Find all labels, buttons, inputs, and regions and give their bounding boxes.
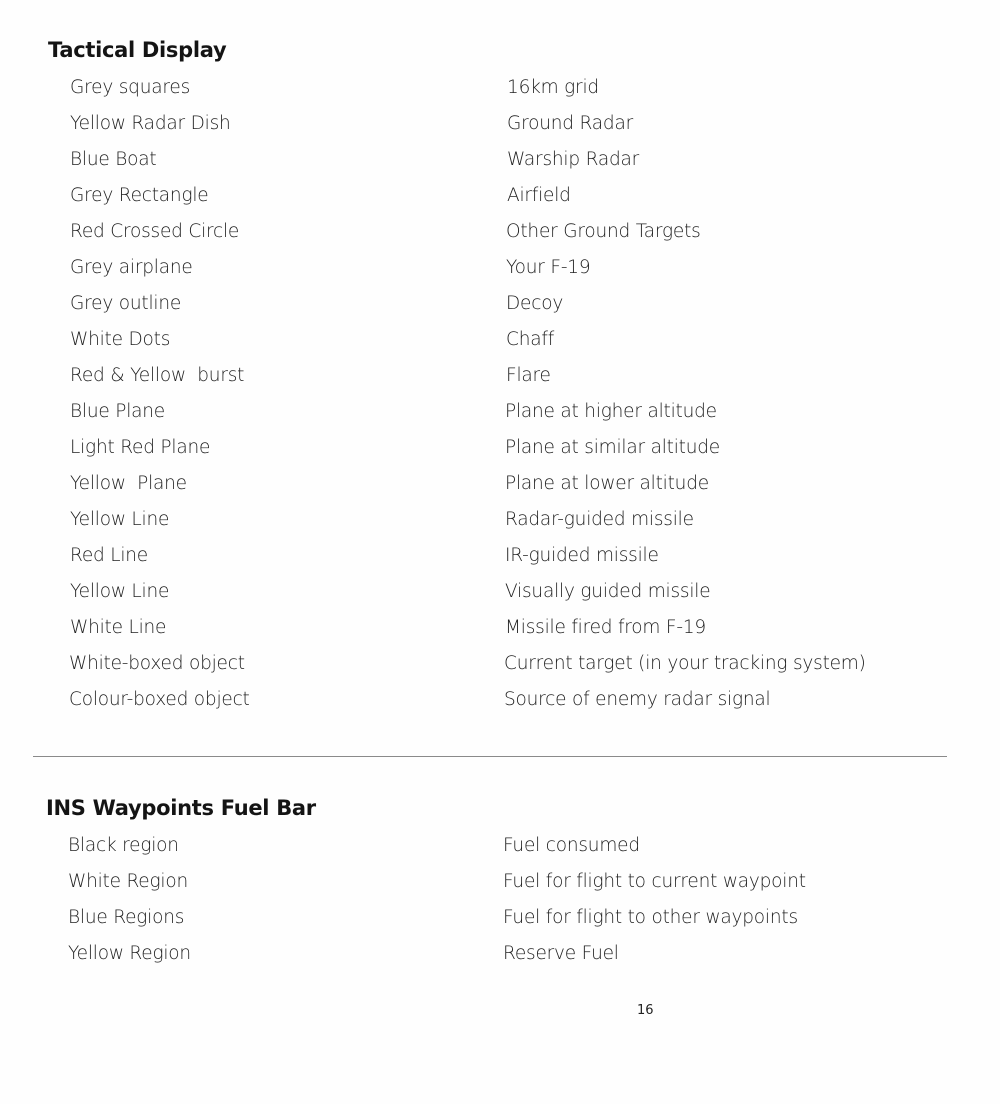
list-item [0,688,1000,724]
item-meaning: 16km grid [507,77,599,98]
item-meaning: Current target (in your tracking system) [504,653,866,674]
item-meaning: Airfield [507,185,571,206]
fuel-bar-heading: INS Waypoints Fuel Bar [46,796,316,820]
list-item [0,328,1000,364]
item-label: Black region [68,835,179,856]
item-meaning: Missile fired from F-19 [505,617,706,638]
item-label: Yellow Line [70,509,170,530]
item-label: Light Red Plane [70,437,211,458]
list-item [0,112,1000,148]
item-meaning: Plane at higher altitude [505,401,717,422]
item-label: Blue Boat [70,149,157,170]
item-label: Yellow Radar Dish [70,113,231,134]
list-item [0,508,1000,544]
item-label: Grey outline [70,293,182,314]
item-label: Red & Yellow burst [70,365,245,386]
item-label: White Dots [70,329,171,350]
item-label: Yellow Region [68,943,191,964]
list-item [0,400,1000,436]
list-item [0,220,1000,256]
list-item [0,870,1000,906]
list-item [0,906,1000,942]
item-label: Blue Plane [70,401,165,422]
item-label: Red Line [70,545,148,566]
tactical-display-heading: Tactical Display [48,38,227,62]
list-item [0,148,1000,184]
list-item [0,616,1000,652]
item-label: White-boxed object [69,653,245,674]
item-meaning: Reserve Fuel [503,943,619,964]
item-label: Blue Regions [68,907,185,928]
list-item [0,472,1000,508]
item-label: Colour-boxed object [69,689,250,710]
item-label: Red Crossed Circle [70,221,240,242]
item-meaning: Decoy [506,293,564,314]
item-label: Yellow Plane [70,473,187,494]
page-number: 16 [637,1003,654,1018]
list-item [0,256,1000,292]
list-item [0,942,1000,978]
item-meaning: Fuel for flight to other waypoints [503,907,798,928]
list-item [0,76,1000,112]
list-item [0,834,1000,870]
item-label: Grey Rectangle [70,185,209,206]
item-meaning: Fuel for flight to current waypoint [503,871,806,892]
item-meaning: Plane at similar altitude [505,437,720,458]
item-meaning: Visually guided missile [505,581,711,602]
list-item [0,436,1000,472]
item-meaning: Plane at lower altitude [505,473,709,494]
item-meaning: Other Ground Targets [506,221,701,242]
item-label: Grey squares [70,77,191,98]
list-item [0,652,1000,688]
item-meaning: Your F-19 [506,257,591,278]
list-item [0,544,1000,580]
item-meaning: Fuel consumed [503,835,640,856]
item-meaning: Flare [506,365,551,386]
list-item [0,184,1000,220]
item-meaning: Radar-guided missile [505,509,694,530]
item-meaning: IR-guided missile [505,545,659,566]
item-meaning: Ground Radar [507,113,633,134]
item-meaning: Source of enemy radar signal [504,689,771,710]
item-label: White Line [70,617,167,638]
item-label: Yellow Line [70,581,170,602]
item-label: White Region [68,871,188,892]
item-label: Grey airplane [70,257,193,278]
item-meaning: Warship Radar [507,149,640,170]
list-item [0,364,1000,400]
list-item [0,580,1000,616]
section-divider [33,756,947,757]
item-meaning: Chaff [506,329,555,350]
list-item [0,292,1000,328]
